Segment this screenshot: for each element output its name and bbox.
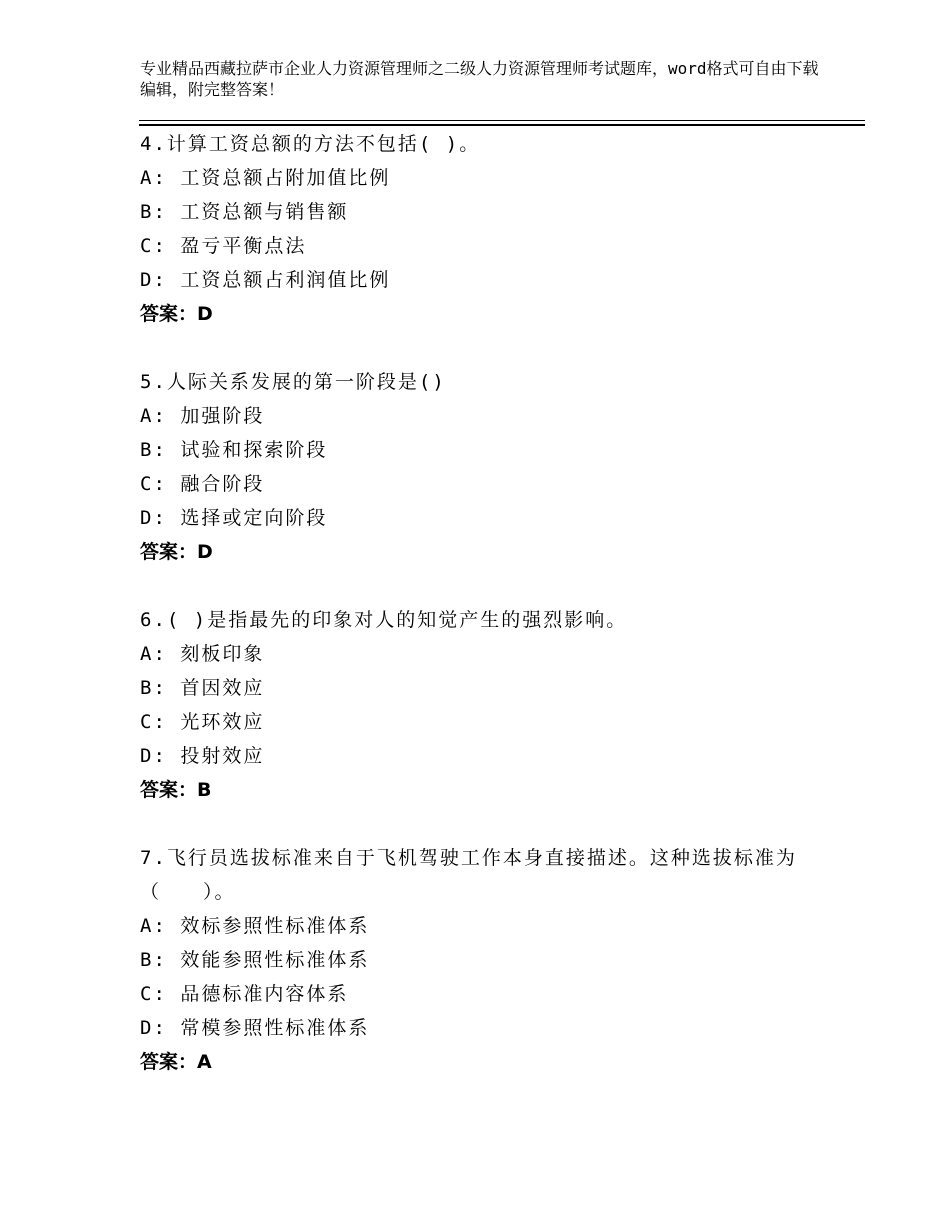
question-text: 4.计算工资总额的方法不包括( )。 bbox=[140, 133, 481, 155]
option-a: A: 效标参照性标准体系 bbox=[140, 915, 370, 937]
option-d: D: 工资总额占利润值比例 bbox=[140, 269, 391, 291]
option-c: C: 光环效应 bbox=[140, 711, 265, 733]
question-4 bbox=[140, 127, 840, 331]
header-divider-thin bbox=[139, 120, 865, 121]
option-a: A: 工资总额占附加值比例 bbox=[140, 167, 391, 189]
answer: 答案：D bbox=[140, 541, 213, 563]
option-b: B: 效能参照性标准体系 bbox=[140, 949, 370, 971]
option-c: C: 品德标准内容体系 bbox=[140, 983, 349, 1005]
question-5 bbox=[140, 365, 840, 569]
option-d: D: 投射效应 bbox=[140, 745, 265, 767]
option-a: A: 刻板印象 bbox=[140, 643, 265, 665]
option-b: B: 首因效应 bbox=[140, 677, 265, 699]
option-a: A: 加强阶段 bbox=[140, 405, 265, 427]
answer: 答案：A bbox=[140, 1051, 212, 1073]
answer: 答案：D bbox=[140, 303, 213, 325]
option-c: C: 盈亏平衡点法 bbox=[140, 235, 307, 257]
question-text: 6.( )是指最先的印象对人的知觉产生的强烈影响。 bbox=[140, 609, 628, 631]
option-d: D: 常模参照性标准体系 bbox=[140, 1017, 370, 1039]
question-6 bbox=[140, 603, 840, 807]
question-list bbox=[140, 127, 840, 1113]
option-c: C: 融合阶段 bbox=[140, 473, 265, 495]
question-7 bbox=[140, 841, 840, 1079]
document-header bbox=[140, 58, 820, 100]
question-text: 5.人际关系发展的第一阶段是() bbox=[140, 371, 446, 393]
header-title: 专业精品西藏拉萨市企业人力资源管理师之二级人力资源管理师考试题库，word格式可自由下载编辑，附完整答案！ bbox=[140, 59, 819, 99]
option-b: B: 试验和探索阶段 bbox=[140, 439, 328, 461]
option-b: B: 工资总额与销售额 bbox=[140, 201, 349, 223]
header-divider-thick bbox=[139, 124, 865, 126]
answer: 答案：B bbox=[140, 779, 212, 801]
question-text: 7.飞行员选拔标准来自于飞机驾驶工作本身直接描述。这种选拔标准为（ ）。 bbox=[140, 847, 797, 903]
option-d: D: 选择或定向阶段 bbox=[140, 507, 328, 529]
